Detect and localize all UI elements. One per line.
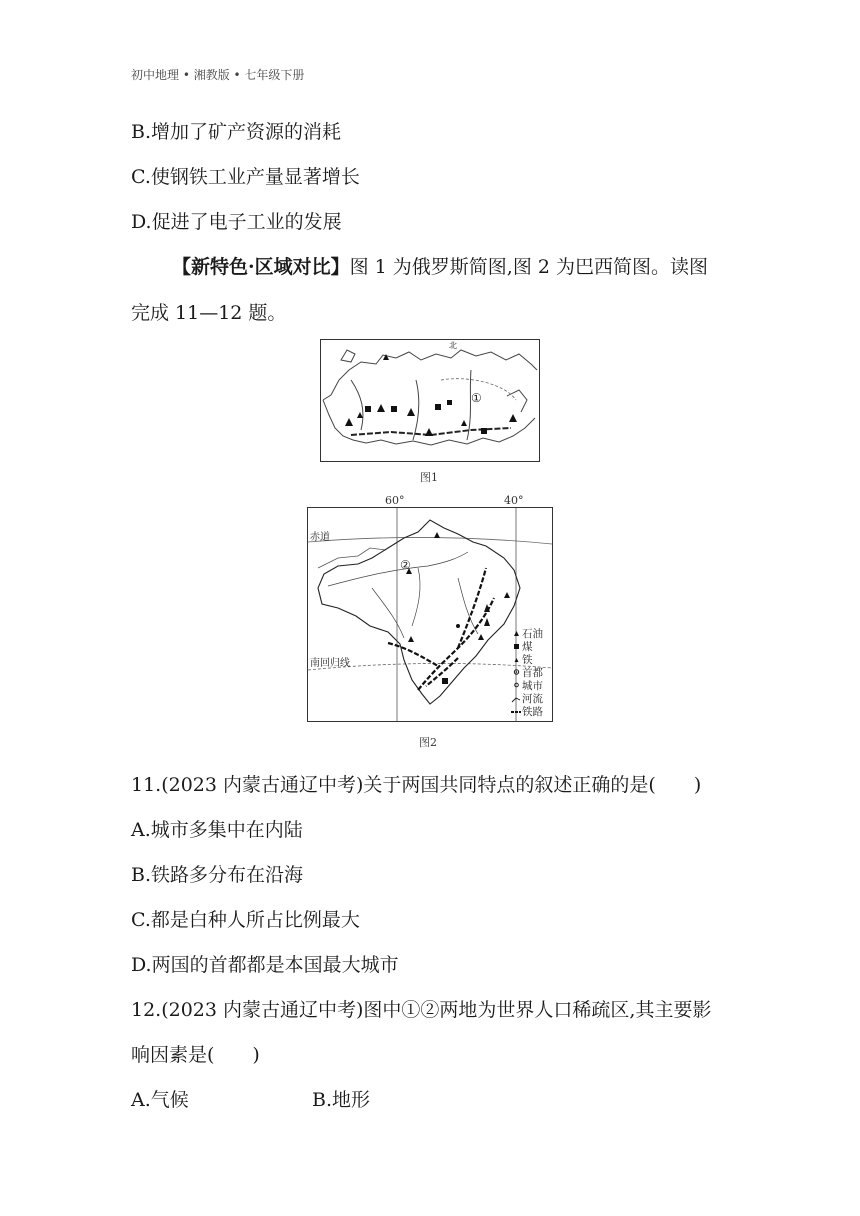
- option-b-prev: B.增加了矿产资源的消耗: [131, 121, 342, 143]
- page-header: 初中地理 • 湘教版 • 七年级下册: [131, 68, 305, 82]
- lon-40-label: 40°: [504, 494, 524, 507]
- intro-tag: 【新特色·区域对比】: [172, 256, 350, 278]
- legend-city: 城市: [522, 680, 543, 692]
- russia-map-drawing: [321, 340, 539, 461]
- q11-option-d: D.两国的首都都是本国最大城市: [131, 954, 399, 976]
- q11-option-b: B.铁路多分布在沿海: [131, 864, 304, 886]
- brazil-map: [307, 507, 553, 722]
- legend-iron: 铁: [522, 654, 533, 666]
- option-d-prev: D.促进了电子工业的发展: [131, 211, 342, 233]
- fig2-caption: 图2: [419, 736, 437, 749]
- russia-north-label: 北: [449, 341, 457, 350]
- equator-label: 赤道: [310, 532, 330, 543]
- q12-option-a: A.气候: [131, 1089, 189, 1111]
- brazil-marker: ②: [400, 558, 411, 572]
- legend-railway: 铁路: [522, 706, 543, 718]
- fig1-caption: 图1: [420, 471, 438, 484]
- q11-option-a: A.城市多集中在内陆: [131, 819, 303, 841]
- legend-capital: 首都: [522, 667, 543, 679]
- q11-stem: 11.(2023 内蒙古通辽中考)关于两国共同特点的叙述正确的是( ): [131, 774, 702, 796]
- q12-stem-line-2: 响因素是( ): [131, 1044, 260, 1066]
- q12-stem-line-1: 12.(2023 内蒙古通辽中考)图中①②两地为世界人口稀疏区,其主要影: [131, 999, 712, 1021]
- russia-marker: ①: [471, 391, 482, 405]
- intro-line-1: [172, 252, 708, 279]
- intro-text-1: 图 1 为俄罗斯简图,图 2 为巴西简图。读图: [349, 256, 709, 278]
- lon-60-label: 60°: [385, 494, 405, 507]
- russia-map: [320, 339, 540, 462]
- q12-option-b: B.地形: [312, 1089, 371, 1111]
- tropic-label: 南回归线: [310, 658, 350, 669]
- legend-river: 河流: [522, 693, 543, 705]
- legend-oil: 石油: [522, 628, 543, 640]
- intro-line-2: 完成 11—12 题。: [131, 302, 287, 324]
- option-c-prev: C.使钢铁工业产量显著增长: [131, 166, 360, 188]
- brazil-map-drawing: [308, 508, 552, 721]
- q11-option-c: C.都是白种人所占比例最大: [131, 909, 360, 931]
- legend-coal: 煤: [522, 641, 533, 653]
